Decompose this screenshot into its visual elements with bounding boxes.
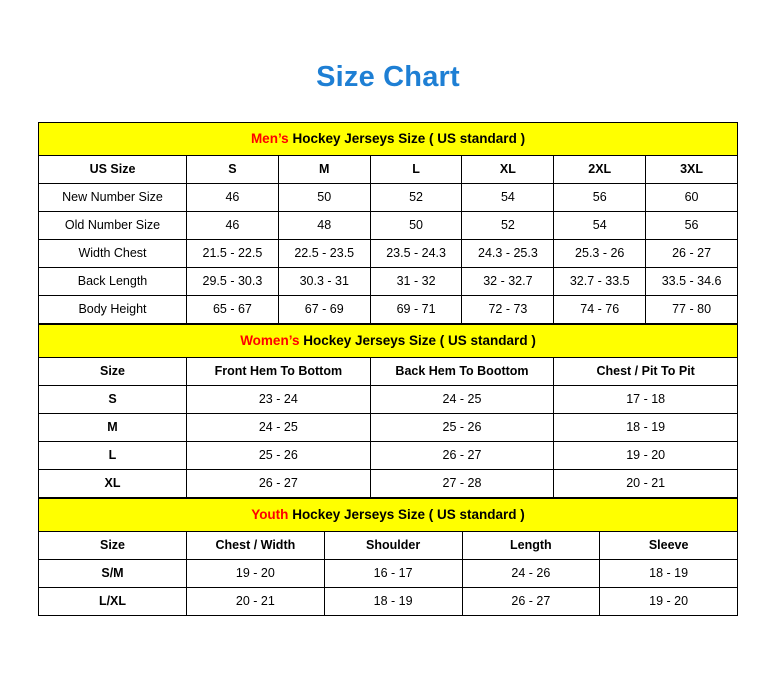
- mens-banner-rest: Hockey Jerseys Size ( US standard ): [288, 131, 526, 147]
- table-cell: 26 - 27: [462, 587, 600, 615]
- row-label: S: [39, 385, 187, 413]
- column-header: Size: [39, 357, 187, 385]
- table-cell: 50: [370, 211, 462, 239]
- table-cell: 50: [278, 183, 370, 211]
- table-row: [39, 587, 738, 615]
- table-row: [39, 211, 738, 239]
- table-header-row: [39, 531, 738, 559]
- table-cell: 52: [370, 183, 462, 211]
- table-cell: 46: [187, 211, 279, 239]
- table-cell: 19 - 20: [187, 559, 325, 587]
- table-cell: 25 - 26: [370, 413, 554, 441]
- table-cell: 20 - 21: [187, 587, 325, 615]
- column-header: S: [187, 155, 279, 183]
- column-header: XL: [462, 155, 554, 183]
- table-header-row: [39, 155, 738, 183]
- row-label: Back Length: [39, 267, 187, 295]
- row-label: XL: [39, 469, 187, 497]
- table-cell: 23.5 - 24.3: [370, 239, 462, 267]
- table-cell: 33.5 - 34.6: [646, 267, 738, 295]
- mens-size-table: [38, 122, 738, 324]
- column-header: L: [370, 155, 462, 183]
- row-label: M: [39, 413, 187, 441]
- youth-size-table: [38, 498, 738, 616]
- womens-banner-cell: [39, 324, 738, 357]
- row-label: Old Number Size: [39, 211, 187, 239]
- size-tables: [38, 122, 738, 616]
- table-cell: 65 - 67: [187, 295, 279, 323]
- table-cell: 32 - 32.7: [462, 267, 554, 295]
- table-row: [39, 183, 738, 211]
- table-cell: 25.3 - 26: [554, 239, 646, 267]
- table-cell: 18 - 19: [554, 413, 738, 441]
- table-cell: 56: [554, 183, 646, 211]
- youth-banner-cell: [39, 498, 738, 531]
- table-banner-row: [39, 498, 738, 531]
- youth-banner-accent: Youth: [251, 507, 289, 523]
- table-row: [39, 441, 738, 469]
- table-cell: 27 - 28: [370, 469, 554, 497]
- table-row: [39, 469, 738, 497]
- womens-size-table: [38, 324, 738, 498]
- column-header: Chest / Width: [187, 531, 325, 559]
- table-cell: 23 - 24: [187, 385, 371, 413]
- table-cell: 26 - 27: [187, 469, 371, 497]
- table-cell: 24 - 25: [187, 413, 371, 441]
- womens-banner-rest: Hockey Jerseys Size ( US standard ): [299, 333, 536, 349]
- womens-banner-accent: Women’s: [240, 333, 300, 349]
- column-header: Length: [462, 531, 600, 559]
- row-label: L/XL: [39, 587, 187, 615]
- table-cell: 19 - 20: [600, 587, 738, 615]
- column-header: Sleeve: [600, 531, 738, 559]
- table-row: [39, 385, 738, 413]
- table-banner-row: [39, 324, 738, 357]
- table-cell: 77 - 80: [646, 295, 738, 323]
- table-cell: 25 - 26: [187, 441, 371, 469]
- table-cell: 24.3 - 25.3: [462, 239, 554, 267]
- column-header: Size: [39, 531, 187, 559]
- table-row: [39, 239, 738, 267]
- row-label: Body Height: [39, 295, 187, 323]
- mens-banner-accent: Men’s: [250, 131, 289, 147]
- table-cell: 22.5 - 23.5: [278, 239, 370, 267]
- table-cell: 54: [554, 211, 646, 239]
- table-cell: 46: [187, 183, 279, 211]
- column-header: 2XL: [554, 155, 646, 183]
- row-label: Width Chest: [39, 239, 187, 267]
- row-label: L: [39, 441, 187, 469]
- column-header: Back Hem To Boottom: [370, 357, 554, 385]
- table-cell: 24 - 25: [370, 385, 554, 413]
- table-cell: 29.5 - 30.3: [187, 267, 279, 295]
- table-cell: 56: [646, 211, 738, 239]
- table-cell: 32.7 - 33.5: [554, 267, 646, 295]
- table-cell: 17 - 18: [554, 385, 738, 413]
- table-cell: 72 - 73: [462, 295, 554, 323]
- table-cell: 20 - 21: [554, 469, 738, 497]
- table-cell: 74 - 76: [554, 295, 646, 323]
- table-cell: 48: [278, 211, 370, 239]
- table-cell: 19 - 20: [554, 441, 738, 469]
- column-header: 3XL: [646, 155, 738, 183]
- table-cell: 30.3 - 31: [278, 267, 370, 295]
- table-header-row: [39, 357, 738, 385]
- table-cell: 24 - 26: [462, 559, 600, 587]
- table-cell: 54: [462, 183, 554, 211]
- mens-banner-cell: [39, 122, 738, 155]
- table-cell: 26 - 27: [646, 239, 738, 267]
- table-cell: 16 - 17: [324, 559, 462, 587]
- table-cell: 18 - 19: [600, 559, 738, 587]
- table-cell: 26 - 27: [370, 441, 554, 469]
- table-row: [39, 559, 738, 587]
- table-cell: 52: [462, 211, 554, 239]
- table-banner-row: [39, 122, 738, 155]
- table-cell: 21.5 - 22.5: [187, 239, 279, 267]
- table-cell: 18 - 19: [324, 587, 462, 615]
- table-cell: 31 - 32: [370, 267, 462, 295]
- column-header: M: [278, 155, 370, 183]
- column-header: US Size: [39, 155, 187, 183]
- table-cell: 60: [646, 183, 738, 211]
- row-label: New Number Size: [39, 183, 187, 211]
- page-title: Size Chart: [316, 61, 460, 93]
- column-header: Shoulder: [324, 531, 462, 559]
- table-row: [39, 295, 738, 323]
- column-header: Chest / Pit To Pit: [554, 357, 738, 385]
- table-cell: 69 - 71: [370, 295, 462, 323]
- table-cell: 67 - 69: [278, 295, 370, 323]
- youth-banner-rest: Hockey Jerseys Size ( US standard ): [288, 507, 525, 523]
- table-row: [39, 267, 738, 295]
- column-header: Front Hem To Bottom: [187, 357, 371, 385]
- table-row: [39, 413, 738, 441]
- row-label: S/M: [39, 559, 187, 587]
